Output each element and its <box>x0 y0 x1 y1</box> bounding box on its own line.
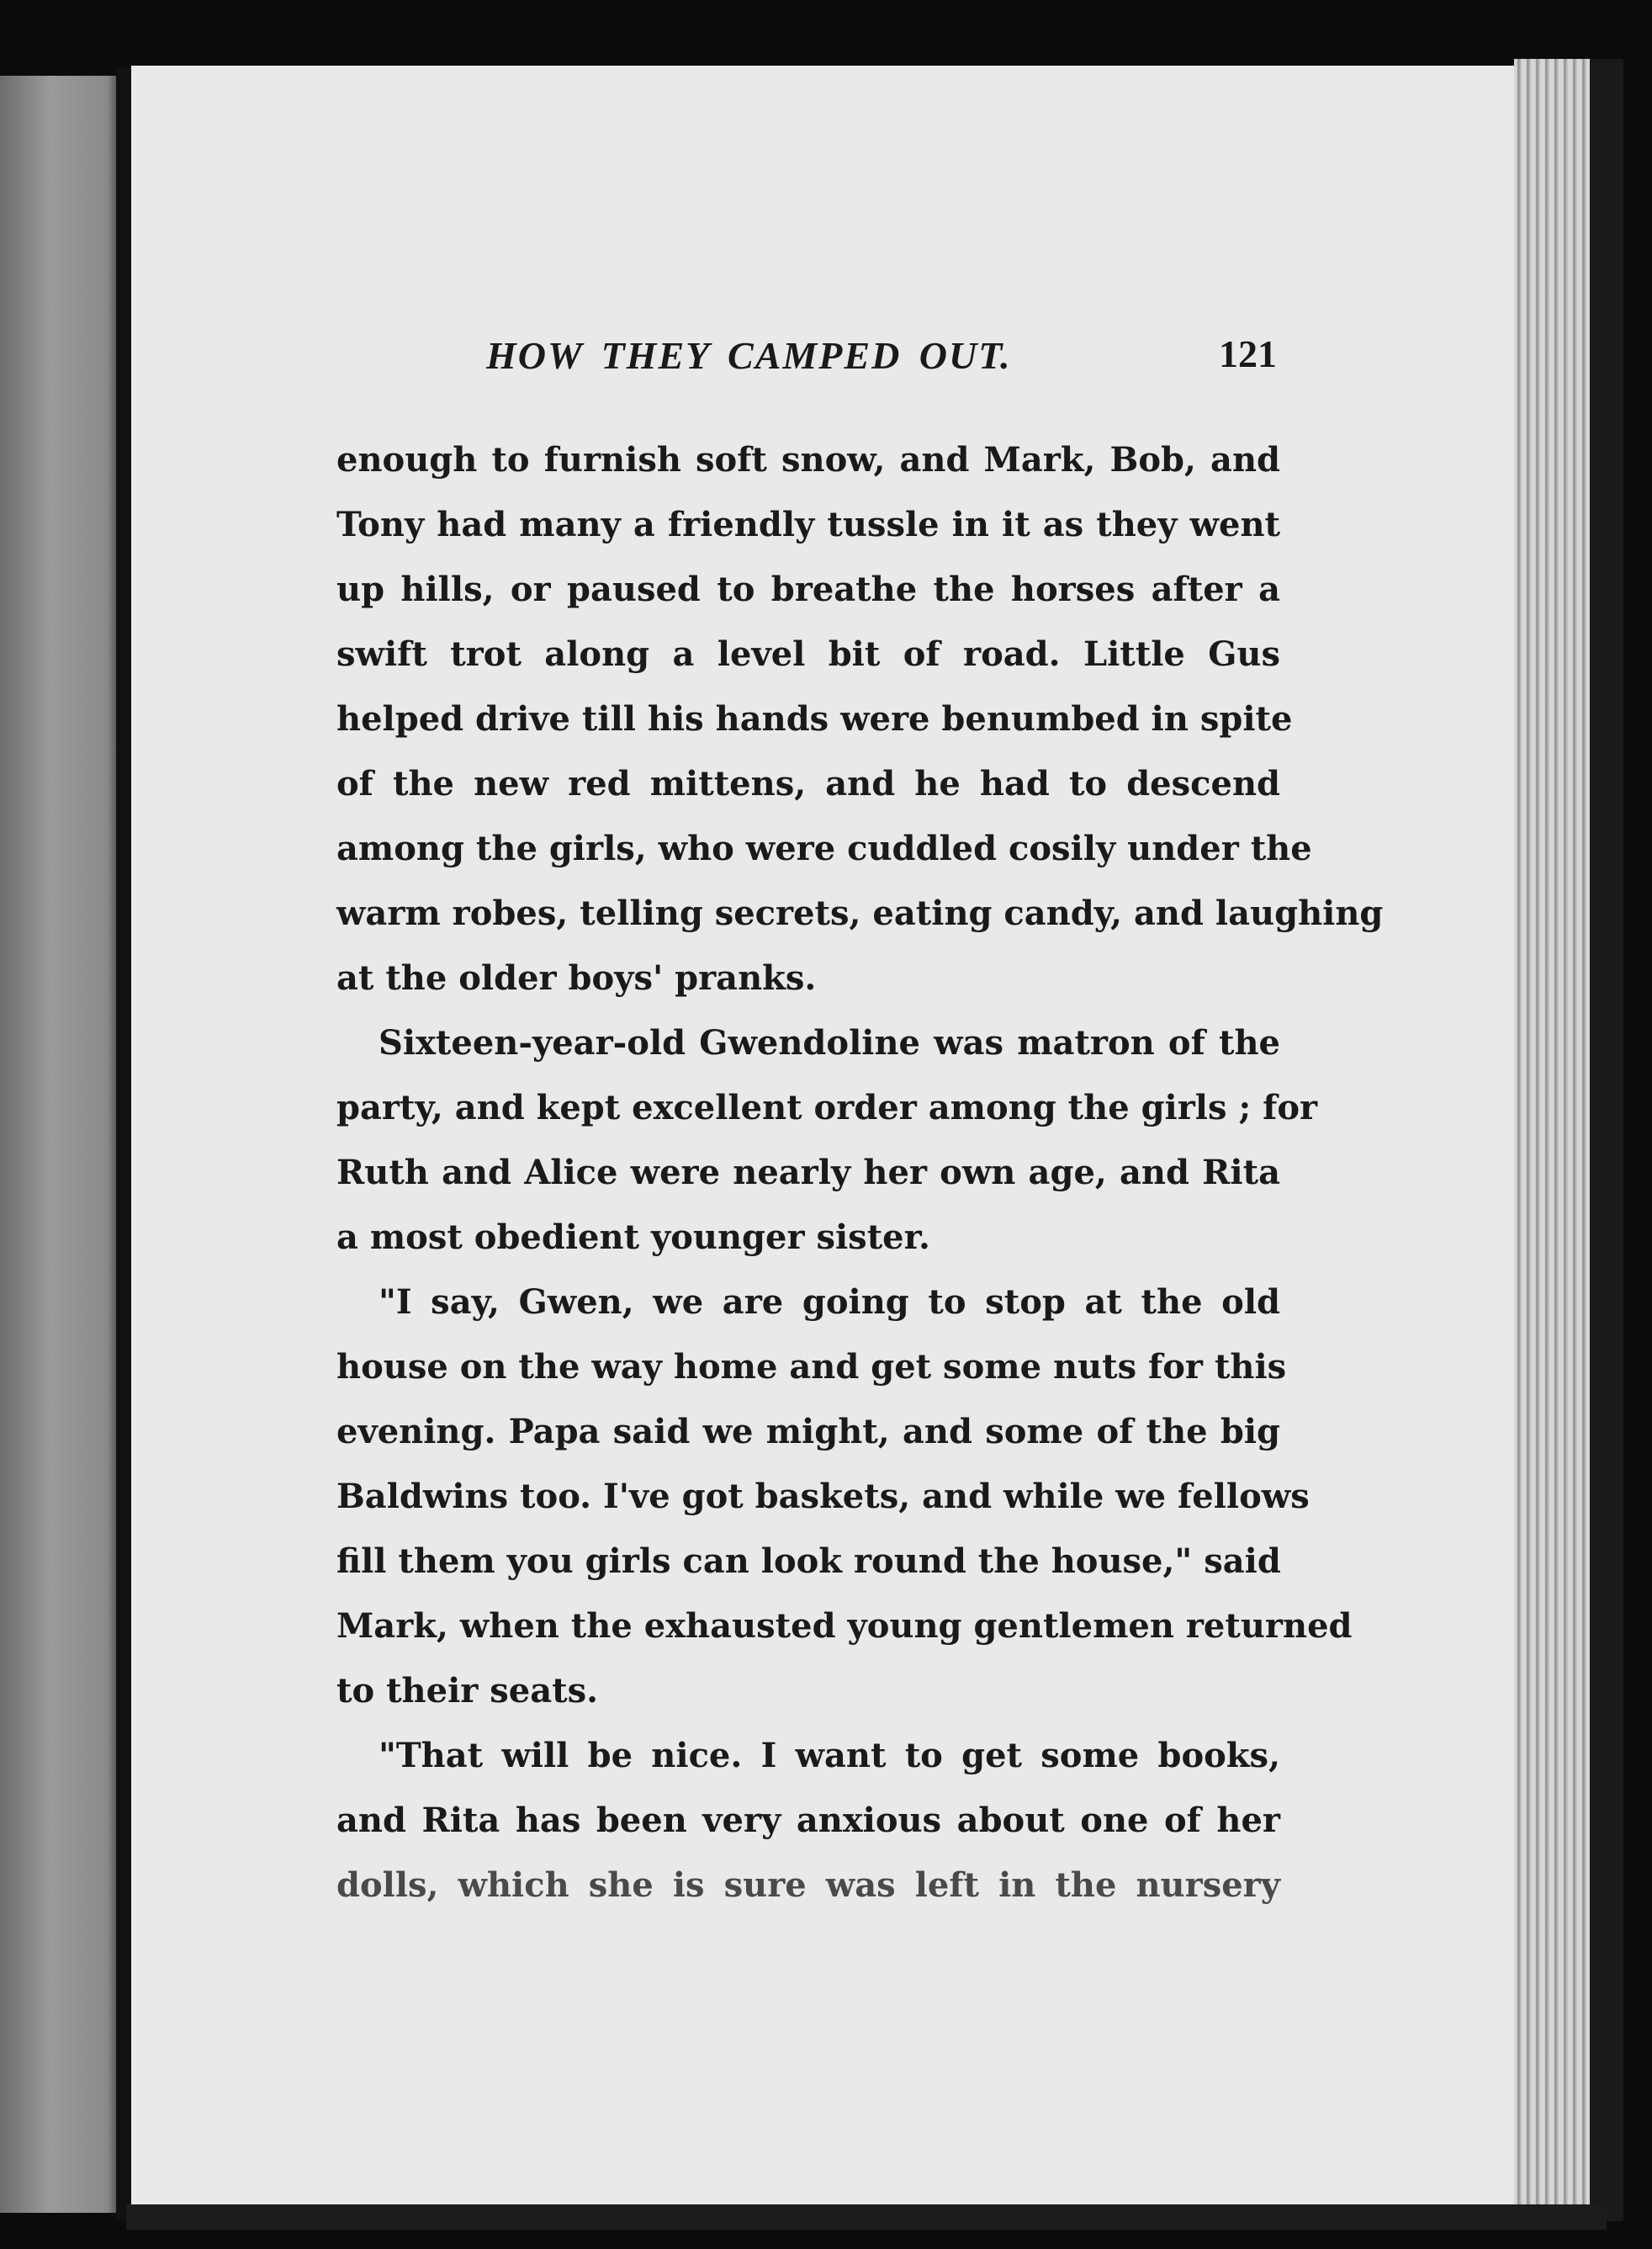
running-title: HOW THEY CAMPED OUT. <box>486 334 1012 377</box>
paragraph <box>336 427 1384 1010</box>
page-text-block <box>336 328 1384 1917</box>
text-line: dolls, which she is sure was left in the nursery <box>336 1865 1280 1905</box>
text-line: at the older boys' pranks. <box>336 958 817 998</box>
text-line: among the girls, who were cuddled cosily under the <box>336 829 1312 868</box>
text-line: Tony had many a friendly tussle in it as they went <box>336 505 1280 544</box>
text-line: Sixteen-year-old Gwendoline was matron of the <box>379 1023 1280 1063</box>
text-line: Baldwins too. I've got baskets, and while we fellows <box>336 1477 1310 1516</box>
paragraph <box>336 1723 1280 1917</box>
text-line: enough to furnish soft snow, and Mark, Bob, and <box>336 440 1280 480</box>
text-line: a most obedient younger sister. <box>336 1217 930 1257</box>
text-line: house on the way home and get some nuts for this <box>336 1347 1287 1387</box>
text-line: fill them you girls can look round the house," said <box>336 1541 1281 1581</box>
text-line: to their seats. <box>336 1671 599 1711</box>
book-gutter <box>116 67 131 2221</box>
bottom-border <box>126 2204 1607 2230</box>
text-line: helped drive till his hands were benumbed in spite <box>336 699 1293 739</box>
text-line: "I say, Gwen, we are going to stop at the old <box>379 1282 1280 1322</box>
text-line: party, and kept excellent order among the girls ; for <box>336 1088 1318 1127</box>
text-line: and Rita has been very anxious about one of her <box>336 1801 1280 1840</box>
text-line: of the new red mittens, and he had to descend <box>336 764 1280 804</box>
text-line: "That will be nice. I want to get some books, <box>379 1736 1280 1775</box>
paragraph <box>336 1270 1353 1723</box>
running-head <box>336 328 1280 387</box>
text-line: Mark, when the exhausted young gentlemen returned <box>336 1606 1353 1646</box>
text-line: swift trot along a level bit of road. Little Gus <box>336 634 1280 674</box>
cover-edge <box>1590 59 1623 2221</box>
text-line: Ruth and Alice were nearly her own age, and Rita <box>336 1153 1280 1192</box>
text-line: evening. Papa said we might, and some of the big <box>336 1412 1280 1451</box>
text-line: up hills, or paused to breathe the horses after a <box>336 570 1280 609</box>
previous-page-edge <box>0 76 126 2213</box>
text-line: warm robes, telling secrets, eating candy, and laughing <box>336 894 1384 933</box>
paragraph <box>336 1010 1318 1270</box>
page-number: 121 <box>1219 332 1277 375</box>
